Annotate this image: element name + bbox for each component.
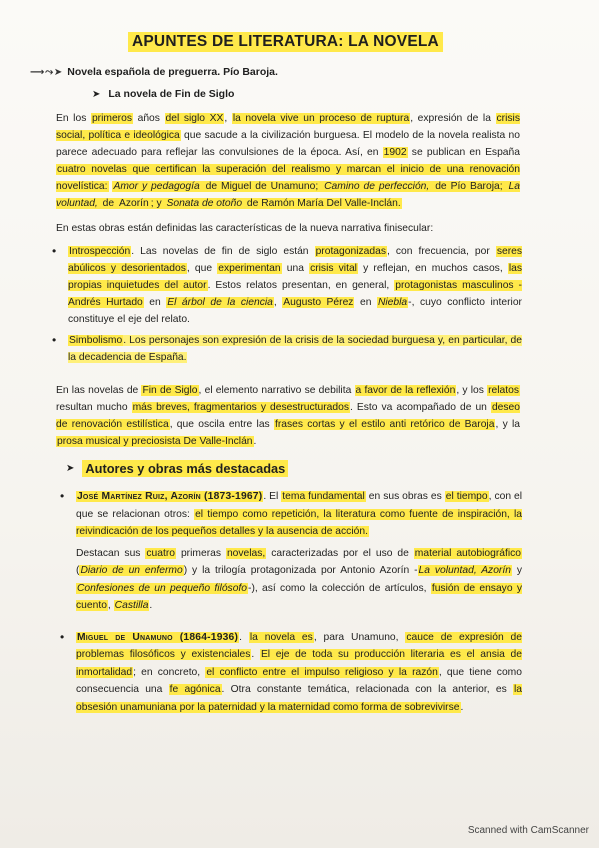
text: ) y la trilogía protagonizada por Antonio Azorín - (183, 565, 418, 576)
text: -, cuyo conflicto interior constituye el eje del relato. (68, 297, 522, 325)
list-item-unamuno (60, 629, 522, 717)
subsection-heading-label: La novela de Fin de Siglo (108, 88, 235, 100)
highlighted-text: fusión de ensayo y cuento (76, 582, 522, 611)
paragraph-characteristics-intro: En estas obras están definidas las características de la nueva narrativa finisecular: (56, 223, 434, 234)
list-item (52, 332, 522, 366)
text: una (281, 263, 310, 274)
highlighted-text: el tiempo (445, 491, 488, 502)
highlighted-text: cuatro (146, 547, 176, 559)
text: ; en concreto, (133, 666, 206, 678)
list-item-text (68, 243, 522, 328)
paragraph-intro (56, 110, 520, 212)
highlighted-text: el tiempo como repetición, la literatura como fuente de inspiración, la reivindicación de los pequeños detalles y la ausencia de acción. (76, 508, 522, 537)
text: y (511, 565, 523, 576)
list-item-text (68, 332, 522, 366)
work-title: El árbol de la ciencia (167, 297, 273, 308)
text: , y los (456, 385, 488, 396)
highlighted-text: El eje de toda su producción literaria es el ansia de inmortalidad (76, 649, 522, 678)
text: . Esto va acompañado de un (350, 402, 491, 413)
authors-heading-label: Autores y obras más destacadas (82, 460, 288, 477)
text: años (133, 113, 165, 124)
text: . (251, 649, 260, 660)
highlighted-text: protagonistas masculinos - Andrés Hurtado (68, 280, 522, 308)
term: Introspección (69, 246, 131, 257)
work-title: Niebla (377, 297, 408, 308)
text: . (239, 631, 249, 643)
highlighted-text: . Los personajes son expresión de la crisis de la sociedad burguesa y, en particular, de la decadencia de España. (68, 335, 522, 363)
text: que sacude a la civilización burguesa. El modelo de la novela realista no parece adecuado para reflejar las convulsiones de la época. Así, en (56, 130, 520, 158)
text: . El (263, 491, 282, 502)
highlighted-text: la novela es (249, 631, 313, 643)
list-item-text (76, 629, 522, 717)
text: , el elemento narrativo se debilita (198, 385, 355, 396)
text: . (460, 701, 464, 713)
list-item-azorin (60, 488, 522, 615)
arrow-bullet-icon: ➤ (92, 88, 101, 100)
highlighted-text: la obsesión unamuniana por la paternidad y la maternidad como forma de sobrevivirse (76, 684, 522, 713)
highlighted-text: Azorín (118, 198, 149, 209)
highlighted-text: experimentan (218, 263, 281, 274)
text: resultan mucho (56, 402, 132, 413)
author-name: Miguel de Unamuno (1864-1936) (77, 631, 239, 643)
arrow-marks-icon: ⟶ ⤳ ➤ (30, 66, 62, 78)
text: , expresión de la (410, 113, 496, 124)
text: . (253, 436, 257, 447)
text: Destacan sus (76, 547, 146, 559)
text: primeras (176, 547, 226, 559)
highlighted-text: de Miguel de Unamuno; (201, 181, 323, 192)
characteristics-list (52, 243, 522, 366)
section-heading-preguerra (30, 66, 278, 78)
highlighted-text: ; y (150, 198, 165, 209)
paragraph-narrative (56, 382, 520, 450)
highlighted-text: relatos (488, 385, 519, 396)
bullet-dot-icon: • (52, 333, 57, 347)
text: En los (56, 113, 91, 124)
highlighted-text: frases cortas y el estilo anti retórico de Baroja (274, 419, 495, 430)
highlighted-text: fe agónica (169, 684, 221, 695)
text: , para Unamuno, (313, 631, 406, 643)
page-title: APUNTES DE LITERATURA: LA NOVELA (128, 32, 443, 52)
highlighted-text: seres abúlicos y desorientados (68, 246, 522, 274)
highlighted-text: novelas, (226, 547, 266, 559)
highlighted-text: crisis vital (310, 263, 357, 274)
highlighted-text: cuatro novelas que certifican la superación del realismo y marcan el inicio de una renovación novelística: (56, 164, 520, 192)
text: en sus obras es (365, 491, 445, 502)
work-title: Camino de perfección, (324, 181, 430, 192)
highlighted-text: protagonizadas (315, 246, 386, 257)
text: , con frecuencia, por (386, 246, 496, 257)
highlighted-text: la novela vive un proceso de ruptura (232, 113, 410, 124)
highlighted-text: Fin de Siglo (142, 385, 198, 396)
highlighted-text: Augusto Pérez (283, 297, 354, 308)
highlighted-text: el conflicto entre el impulso religioso y la razón (206, 666, 438, 678)
text: , con el que se relacionan otros: (76, 491, 523, 520)
highlighted-text: del siglo XX (165, 113, 224, 124)
text: caracterizadas por el uso de (266, 547, 414, 559)
highlighted-text: de Pío Baroja; (431, 181, 507, 192)
scanner-watermark: Scanned with CamScanner (467, 825, 589, 836)
highlighted-text: material autobiográfico (414, 547, 522, 559)
list-item (52, 243, 522, 328)
work-title: La voluntad, Azorín (418, 565, 511, 576)
text: -), así como la colección de artículos, (248, 582, 431, 594)
authors-heading (66, 460, 288, 477)
text: ( (76, 565, 80, 576)
highlighted-text: crisis social, política e ideológica (56, 113, 520, 141)
list-item-text (76, 488, 522, 615)
work-title: Castilla (114, 600, 149, 611)
term: Simbolismo (69, 335, 123, 346)
highlighted-text: más breves, fragmentarios y desestructurados (132, 402, 349, 413)
highlighted-text: tema fundamental (282, 491, 365, 502)
text: . Estos relatos presentan, en general, (207, 280, 395, 291)
text: . (149, 600, 153, 611)
azorin-paragraph (76, 488, 522, 541)
text: y reflejan, en muchos casos, (357, 263, 508, 274)
work-title: Confesiones de un pequeño filósofo (77, 582, 248, 594)
arrow-bullet-icon: ➤ (66, 463, 75, 474)
author-name: José Martínez Ruiz, Azorín (1873-1967) (77, 491, 263, 502)
highlighted-text: primeros (91, 113, 132, 124)
work-title: La voluntad, (56, 181, 520, 209)
work-title: Sonata de otoño (166, 198, 243, 209)
text: , y la (495, 419, 520, 430)
work-title: Amor y pedagogía (113, 181, 200, 192)
subsection-heading-fin-de-siglo (92, 88, 234, 100)
text: . Las novelas de fin de siglo están (131, 246, 315, 257)
bullet-dot-icon: • (60, 489, 65, 503)
text: , (107, 600, 114, 611)
text: , que (186, 263, 218, 274)
highlighted-text: prosa musical y preciosista De Valle-Inclán (57, 436, 253, 447)
text: , (273, 297, 283, 308)
highlighted-text: las propias inquietudes del autor (68, 263, 523, 291)
authors-list (60, 488, 522, 716)
text: se publican en España (407, 147, 520, 158)
bullet-dot-icon: • (60, 629, 65, 644)
text: En las novelas de (56, 385, 142, 396)
text: en (143, 297, 167, 308)
text: , (224, 113, 232, 124)
text: en (354, 297, 377, 308)
highlighted-text: cauce de expresión de problemas filosóficos y existenciales (76, 631, 522, 660)
azorin-works-paragraph (76, 545, 522, 615)
highlighted-text: deseo de renovación estilística (56, 402, 520, 430)
highlighted-text: de Ramón María Del Valle-Inclán. (244, 198, 401, 209)
highlighted-text: a favor de la reflexión (355, 385, 456, 396)
highlighted-text: 1902 (383, 147, 407, 158)
text: , que oscila entre las (169, 419, 274, 430)
text: . Otra constante temática, relacionada con la anterior, es (221, 684, 513, 695)
work-title: Diario de un enfermo (80, 565, 183, 576)
bullet-dot-icon: • (52, 244, 57, 258)
highlighted-text: de (99, 198, 117, 209)
text: , que tiene como consecuencia una (76, 666, 522, 695)
section-heading-label: Novela española de preguerra. Pío Baroja. (67, 66, 278, 78)
